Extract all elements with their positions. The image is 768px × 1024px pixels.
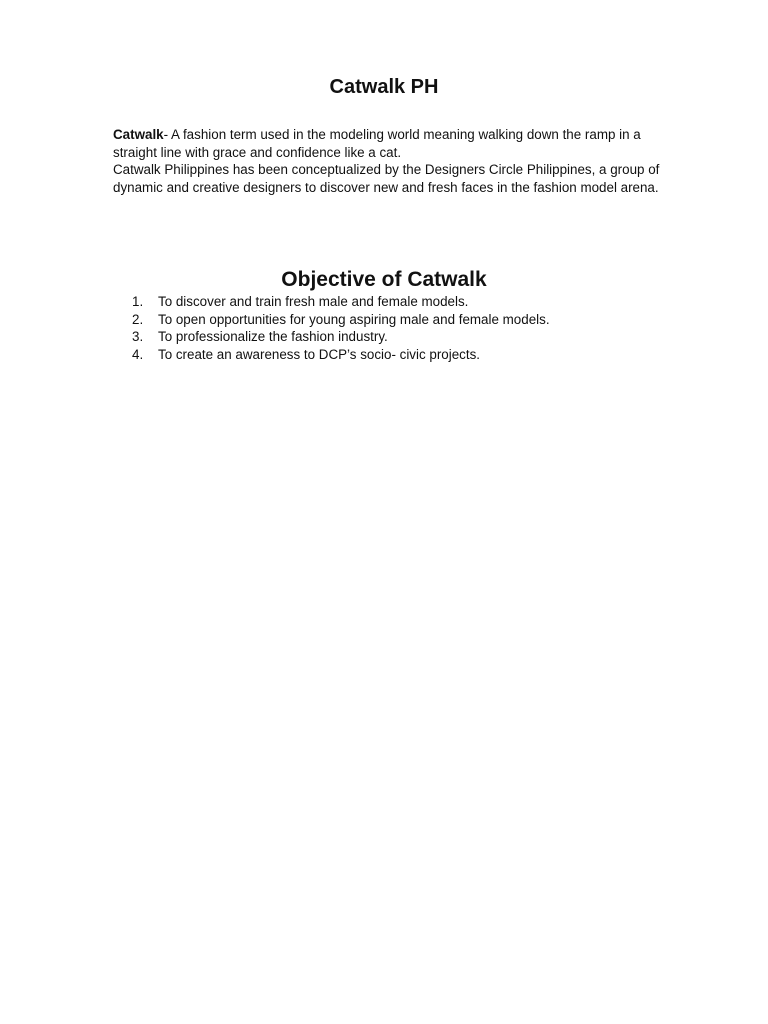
description-paragraph: Catwalk Philippines has been conceptualized by the Designers Circle Philippines, a group of dynamic and creative designers to discover new and fresh faces in the fashion model arena. xyxy=(113,162,660,195)
list-item-number: 2. xyxy=(132,311,144,327)
list-item-number: 1. xyxy=(132,294,144,309)
list-item xyxy=(132,293,692,311)
list-item xyxy=(132,311,692,329)
list-item xyxy=(132,346,692,364)
document-title: Catwalk PH xyxy=(329,76,439,98)
list-item-number: 4. xyxy=(132,346,144,362)
list-item-text: To create an awareness to DCP’s socio- civic projects. xyxy=(158,346,481,362)
list-item-text: To professionalize the fashion industry. xyxy=(158,329,388,345)
objective-heading: Objective of Catwalk xyxy=(281,268,487,291)
intro-section xyxy=(113,126,673,196)
defined-term: Catwalk xyxy=(113,127,164,142)
list-item-number: 3. xyxy=(132,329,144,345)
list-item-text: To discover and train fresh male and female models. xyxy=(158,294,469,309)
definition-text: - A fashion term used in the modeling world meaning walking down the ramp in a straight line with grace and confidence like a cat. xyxy=(113,127,641,160)
definition-paragraph xyxy=(113,126,673,161)
objectives-list xyxy=(132,293,692,363)
list-item xyxy=(132,328,692,346)
list-item-text: To open opportunities for young aspiring male and female models. xyxy=(158,311,550,327)
